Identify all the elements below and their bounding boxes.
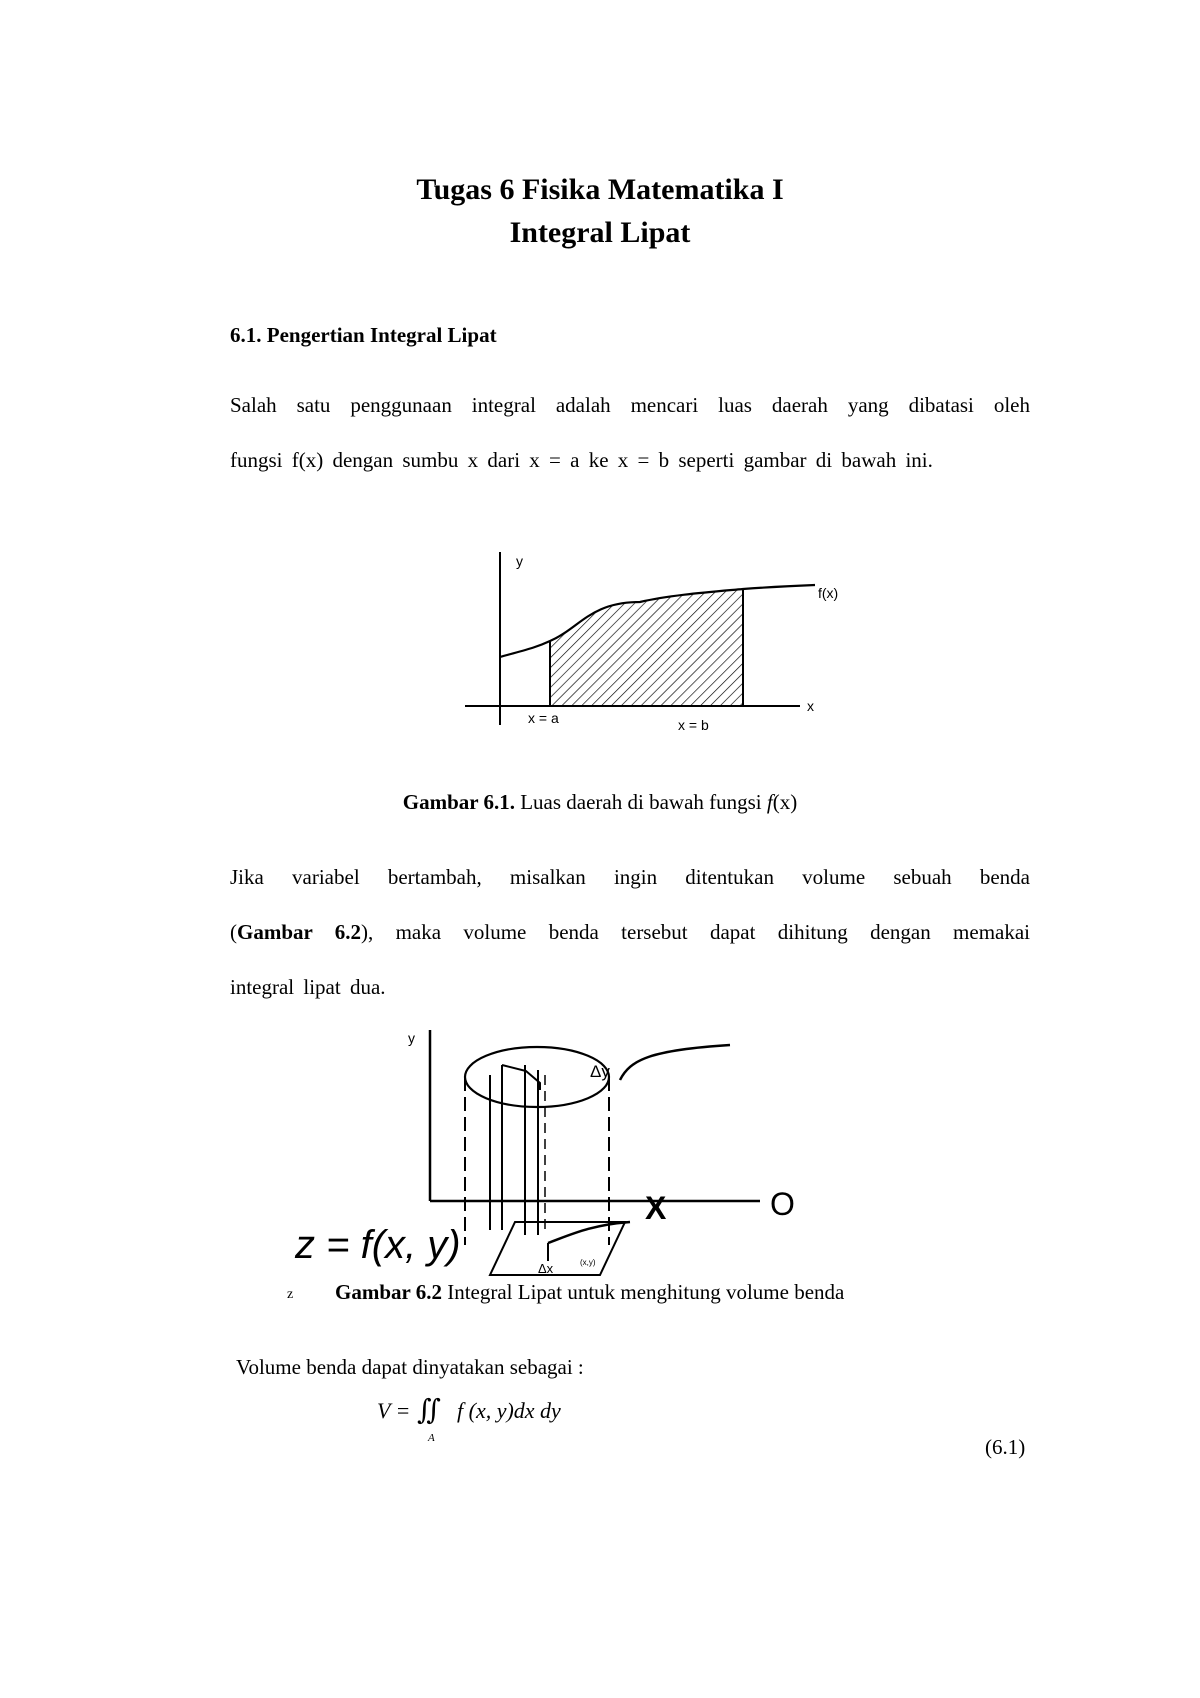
base-curve xyxy=(548,1222,630,1243)
column-top xyxy=(502,1065,540,1090)
equation-double-integral: ∬ xyxy=(417,1395,441,1426)
equation-integral-limit: A xyxy=(428,1432,435,1444)
paragraph-3: Volume benda dapat dinyatakan sebagai : xyxy=(236,1355,584,1379)
label-delta-x: Δx xyxy=(538,1261,554,1276)
label-x: x xyxy=(807,698,814,714)
paragraph-2-line-3: integral lipat dua. xyxy=(230,975,386,999)
figure-6-1-caption-text: Luas daerah di bawah fungsi xyxy=(514,790,767,814)
paragraph-2-line-2 xyxy=(230,905,1030,960)
label-y-3d: y xyxy=(408,1030,415,1046)
figure-area-under-curve xyxy=(440,540,840,740)
label-fx: f(x) xyxy=(818,585,839,601)
label-origin: O xyxy=(770,1186,795,1222)
figure-6-2-z-label: z xyxy=(287,1287,294,1302)
paragraph-2-line-1: Jika variabel bertambah, misalkan ingin ditentukan volume sebuah benda xyxy=(230,865,1030,889)
figure-6-1-caption-arg: (x) xyxy=(772,790,798,814)
equation-rhs: f (x, y)dx dy xyxy=(457,1398,561,1423)
figure-6-2-caption xyxy=(335,1280,844,1305)
label-x-equals-a: x = a xyxy=(528,710,559,726)
paragraph-1-line-2: fungsi f(x) dengan sumbu x dari x = a ke x = b seperti gambar di bawah ini. xyxy=(230,448,933,472)
paragraph-2 xyxy=(230,850,1030,1015)
document-title-line2: Integral Lipat xyxy=(509,216,691,249)
equation-number: (6.1) xyxy=(985,1435,1026,1459)
label-delta-y: Δy xyxy=(590,1062,610,1081)
label-x-equals-b: x = b xyxy=(678,717,709,733)
equation-lhs: V = xyxy=(377,1398,411,1423)
paragraph-2-figure-ref: Gambar 6.2 xyxy=(237,920,362,944)
label-x-3d: X xyxy=(645,1190,672,1226)
figure-volume-cylinder xyxy=(290,1025,820,1280)
paragraph-2-line-2-text: ), maka volume benda tersebut dapat dihitung dengan memakai xyxy=(361,920,1031,944)
figure-6-2-caption-text: Integral Lipat untuk menghitung volume benda xyxy=(441,1280,845,1304)
equation-surface: z = f(x, y) xyxy=(295,1223,461,1267)
figure-6-1-caption-label: Gambar 6.1. xyxy=(402,790,515,814)
figure-6-2-caption-label: Gambar 6.2 xyxy=(335,1280,442,1304)
figure-6-1-caption-fn: f xyxy=(766,790,773,814)
section-heading: 6.1. Pengertian Integral Lipat xyxy=(230,323,497,347)
base-region xyxy=(490,1222,625,1275)
label-small-xy: (x,y) xyxy=(580,1258,596,1267)
document-title-line1: Tugas 6 Fisika Matematika I xyxy=(416,173,784,206)
paragraph-1-line-1: Salah satu penggunaan integral adalah mencari luas daerah yang dibatasi oleh xyxy=(230,393,1030,417)
paragraph-1 xyxy=(230,378,1030,488)
label-y: y xyxy=(516,553,523,569)
figure-6-1-caption xyxy=(0,790,1200,815)
paragraph-2-open-paren: ( xyxy=(230,920,237,944)
surface-curve xyxy=(620,1045,730,1080)
hatched-area xyxy=(540,580,750,710)
